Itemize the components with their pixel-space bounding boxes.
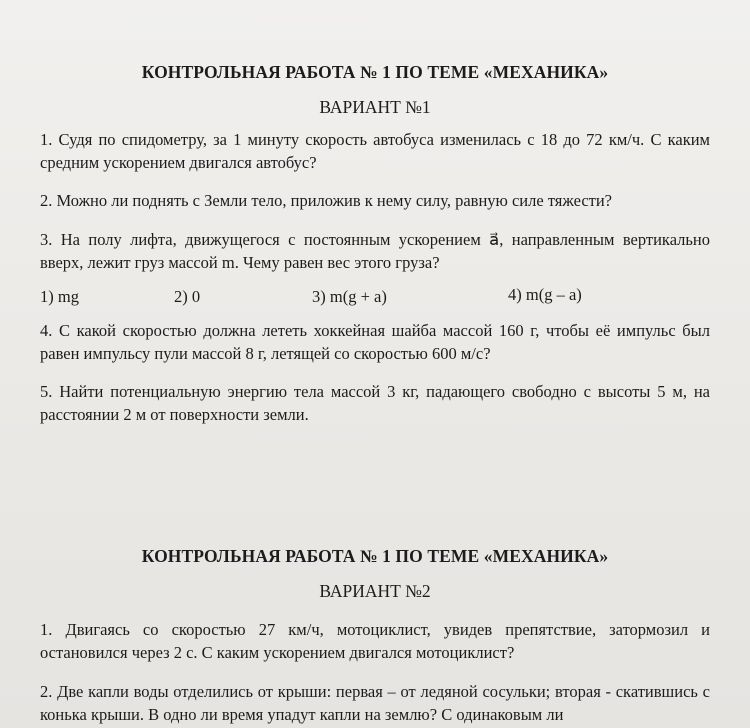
question-1-5: 5. Найти потенциальную энергию тела массой 3 кг, падающего свободно с высоты 5 м, на расстоянии 2 м от поверхности земли. [40,382,710,424]
section-2-variant: ВАРИАНТ №2 [319,581,431,601]
question-2-2: 2. Две капли воды отделились от крыши: первая – от ледяной сосульки; вторая - скатившись с конька крыши. В одно ли время упадут капли на землю? С одинаковым ли [40,682,710,724]
section-1-variant: ВАРИАНТ №1 [319,97,431,117]
option-3: 3) m(g + a) [312,287,387,306]
question-1-3: 3. На полу лифта, движущегося с постоянным ускорением a⃗, направленным вертикально вверх, лежит груз массой m. Чему равен вес этого груза? [40,230,710,272]
question-1-4: 4. С какой скоростью должна лететь хоккейная шайба массой 160 г, чтобы её импульс был равен импульсу пули массой 8 г, летящей со скоростью 600 м/с? [40,321,710,363]
option-2: 2) 0 [174,287,201,306]
question-2-1: 1. Двигаясь со скоростью 27 км/ч, мотоциклист, увидев препятствие, затормозил и остановился через 2 с. С каким ускорением двигался мотоциклист? [40,620,710,662]
option-1: 1) mg [40,287,79,306]
question-1-2: 2. Можно ли поднять с Земли тело, приложив к нему силу, равную силе тяжести? [40,191,613,210]
section-2-title: КОНТРОЛЬНАЯ РАБОТА № 1 ПО ТЕМЕ «МЕХАНИКА» [141,546,609,566]
option-4: 4) m(g – a) [508,285,582,304]
question-1-1: 1. Судя по спидометру, за 1 минуту скорость автобуса изменилась с 18 до 72 км/ч. С каким средним ускорением двигался автобус? [40,130,710,172]
section-1-title: КОНТРОЛЬНАЯ РАБОТА № 1 ПО ТЕМЕ «МЕХАНИКА» [141,62,609,82]
